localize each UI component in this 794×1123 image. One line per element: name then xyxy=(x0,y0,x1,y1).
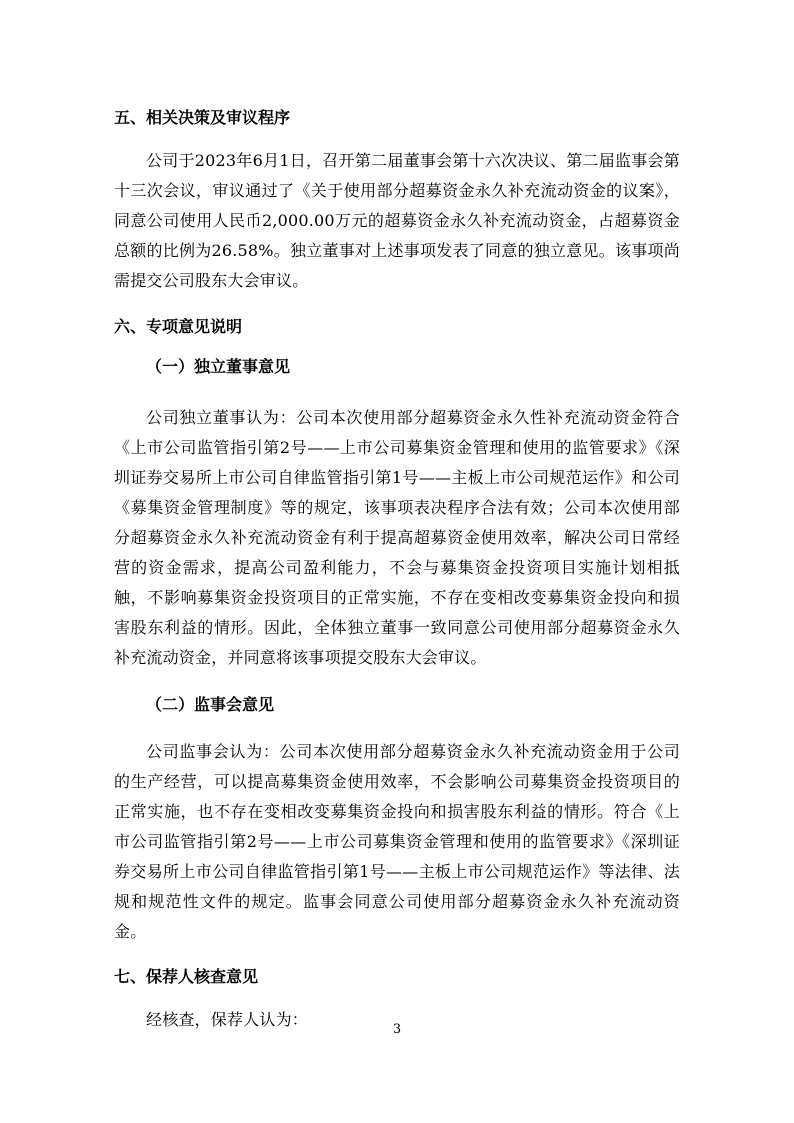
document-content xyxy=(114,103,680,1035)
sponsor-verification-paragraph: 经核查，保荐人认为： xyxy=(146,1010,309,1029)
independent-directors-paragraph: 公司独立董事认为：公司本次使用部分超募资金永久性补充流动资金符合《上市公司监管指引第2号——上市公司募集资金管理和使用的监管要求》《深圳证券交易所上市公司自律监管指引第1号——主板上市公司规范运作》和公司《募集资金管理制度》等的规定，该事项表决程序合法有效；公司本次使用部分超募资金永久补充流动资金有利于提高超募资金使用效率，解决公司日常经营的资金需求，提高公司盈利能力，不会与募集资金投资项目实施计划相抵触，不影响募集资金投资项目的正常实施，不存在变相改变募集资金投向和损害股东利益的情形。因此，全体独立董事一致同意公司使用部分超募资金永久补充流动资金，并同意将该事项提交股东大会审议。 xyxy=(114,408,680,667)
section-7-heading: 七、保荐人核查意见 xyxy=(114,967,259,986)
section-5-paragraph: 公司于2023年6月1日，召开第二届董事会第十六次决议、第二届监事会第十三次会议，审议通过了《关于使用部分超募资金永久补充流动资金的议案》，同意公司使用人民币2,000.00万元的超募资金永久补充流动资金，占超募资金总额的比例为26.58%。独立董事对上述事项发表了同意的独立意见。该事项尚需提交公司股东大会审议。 xyxy=(114,151,680,290)
independent-directors-heading: （一）独立董事意见 xyxy=(146,357,291,376)
supervisory-board-heading: （二）监事会意见 xyxy=(146,695,275,714)
section-6-heading: 六、专项意见说明 xyxy=(114,317,243,336)
supervisory-board-paragraph: 公司监事会认为：公司本次使用部分超募资金永久补充流动资金用于公司的生产经营，可以提高募集资金使用效率，不会影响公司募集资金投资项目的正常实施，也不存在变相改变募集资金投向和损害股东利益的情形。符合《上市公司监管指引第2号——上市公司募集资金管理和使用的监管要求》《深圳证券交易所上市公司自律监管指引第1号——主板上市公司规范运作》等法律、法规和规范性文件的规定。监事会同意公司使用部分超募资金永久补充流动资金。 xyxy=(114,742,680,941)
page-number: 3 xyxy=(392,1022,402,1037)
section-5-heading: 五、相关决策及审议程序 xyxy=(114,108,291,127)
